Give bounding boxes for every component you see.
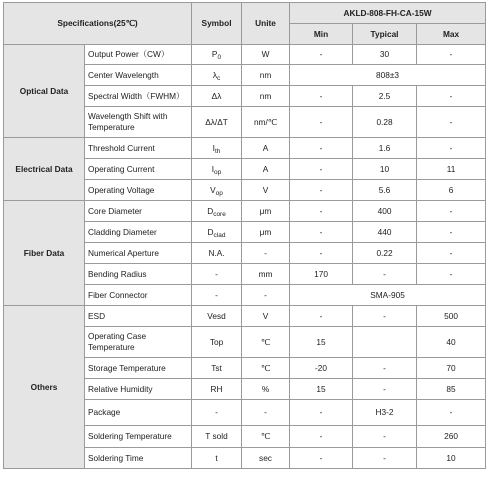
symbol-cell xyxy=(192,222,242,243)
symbol-subscript: th xyxy=(214,147,221,155)
symbol-cell xyxy=(192,306,242,327)
value-typical: 400 xyxy=(353,201,417,222)
category-label: Others xyxy=(4,306,85,469)
symbol-main: Tst xyxy=(211,362,222,373)
param-name: Output Power（CW） xyxy=(85,45,192,65)
param-name: Wavelength Shift with Temperature xyxy=(85,107,192,138)
value-min: - xyxy=(290,306,353,327)
value-max: - xyxy=(417,201,486,222)
unit-cell: - xyxy=(242,243,290,264)
header-model: AKLD-808-FH-CA-15W xyxy=(290,3,486,24)
param-name: Operating Voltage xyxy=(85,180,192,201)
unit-cell: ℃ xyxy=(242,327,290,358)
unit-cell: V xyxy=(242,306,290,327)
symbol-cell xyxy=(192,448,242,469)
symbol-subscript: op xyxy=(214,168,222,176)
param-name: Bending Radius xyxy=(85,264,192,285)
param-name: Threshold Current xyxy=(85,138,192,159)
unit-cell: nm/℃ xyxy=(242,107,290,138)
value-max: - xyxy=(417,86,486,107)
symbol-main: Vesd xyxy=(207,310,226,321)
symbol-subscript: c xyxy=(216,74,221,82)
unit-cell: ℃ xyxy=(242,426,290,448)
param-name: Soldering Time xyxy=(85,448,192,469)
value-span: 808±3 xyxy=(290,65,486,86)
symbol-cell xyxy=(192,201,242,222)
value-typical: - xyxy=(353,264,417,285)
symbol-cell xyxy=(192,159,242,180)
unit-cell: - xyxy=(242,285,290,306)
category-label: Optical Data xyxy=(4,45,85,138)
symbol-cell xyxy=(192,400,242,426)
value-min: - xyxy=(290,222,353,243)
unit-cell: A xyxy=(242,138,290,159)
unit-cell: mm xyxy=(242,264,290,285)
symbol-cell xyxy=(192,327,242,358)
symbol-cell xyxy=(192,379,242,400)
table-row xyxy=(4,201,486,222)
table-row xyxy=(4,138,486,159)
value-typical: H3-2 xyxy=(353,400,417,426)
value-min: - xyxy=(290,448,353,469)
value-min: - xyxy=(290,138,353,159)
param-name: Cladding Diameter xyxy=(85,222,192,243)
value-max: - xyxy=(417,138,486,159)
symbol-main: RH xyxy=(210,383,223,394)
symbol-cell xyxy=(192,243,242,264)
table-row xyxy=(4,306,486,327)
unit-cell: μm xyxy=(242,201,290,222)
symbol-subscript: core xyxy=(213,210,226,218)
unit-cell: nm xyxy=(242,86,290,107)
symbol-main: T sold xyxy=(205,431,228,441)
symbol-cell xyxy=(192,426,242,448)
header-max: Max xyxy=(417,24,486,45)
unit-cell: μm xyxy=(242,222,290,243)
param-name: Fiber Connector xyxy=(85,285,192,306)
value-typical: 10 xyxy=(353,159,417,180)
symbol-cell xyxy=(192,285,242,306)
value-max: 70 xyxy=(417,358,486,379)
symbol-cell xyxy=(192,180,242,201)
unit-cell: W xyxy=(242,45,290,65)
symbol-cell xyxy=(192,358,242,379)
value-min: - xyxy=(290,107,353,138)
param-name: Relative Humidity xyxy=(85,379,192,400)
value-max: 500 xyxy=(417,306,486,327)
value-typical: 440 xyxy=(353,222,417,243)
symbol-main: - xyxy=(215,289,218,300)
symbol-cell xyxy=(192,107,242,138)
symbol-main: Top xyxy=(209,336,224,347)
param-name: Spectral Width（FWHM） xyxy=(85,86,192,107)
param-name: Numerical Aperture xyxy=(85,243,192,264)
symbol-subscript: clad xyxy=(213,231,226,239)
header-symbol: Symbol xyxy=(192,3,242,45)
param-name: ESD xyxy=(85,306,192,327)
value-typical: - xyxy=(353,306,417,327)
param-name: Operating Current xyxy=(85,159,192,180)
category-label: Fiber Data xyxy=(4,201,85,306)
header-min: Min xyxy=(290,24,353,45)
value-typical: 0.22 xyxy=(353,243,417,264)
symbol-subscript: op xyxy=(215,189,223,197)
param-name: Storage Temperature xyxy=(85,358,192,379)
value-typical: 5.6 xyxy=(353,180,417,201)
symbol-subscript: 0 xyxy=(217,54,222,61)
symbol-cell xyxy=(192,65,242,86)
value-typical: 0.28 xyxy=(353,107,417,138)
value-min: - xyxy=(290,180,353,201)
category-label: Electrical Data xyxy=(4,138,85,201)
value-max: - xyxy=(417,264,486,285)
value-max: - xyxy=(417,400,486,426)
param-name: Soldering Temperature xyxy=(85,426,192,448)
value-max: - xyxy=(417,45,486,65)
table-row xyxy=(4,45,486,65)
symbol-main: N.A. xyxy=(208,247,225,258)
value-typical: - xyxy=(353,379,417,400)
unit-cell: nm xyxy=(242,65,290,86)
value-span: SMA-905 xyxy=(290,285,486,306)
header-typical: Typical xyxy=(353,24,417,45)
value-typical: 30 xyxy=(353,45,417,65)
symbol-main: Δλ xyxy=(211,90,222,101)
value-min: 15 xyxy=(290,327,353,358)
value-max: 85 xyxy=(417,379,486,400)
symbol-main: D xyxy=(207,226,214,237)
spec-body xyxy=(4,45,486,469)
symbol-main: - xyxy=(215,407,218,417)
value-typical: 2.5 xyxy=(353,86,417,107)
unit-cell: A xyxy=(242,159,290,180)
symbol-main: P xyxy=(211,49,218,59)
spec-table xyxy=(3,2,486,469)
symbol-cell xyxy=(192,138,242,159)
param-name: Package xyxy=(85,400,192,426)
symbol-main: Δλ/ΔT xyxy=(205,116,228,127)
value-min: 15 xyxy=(290,379,353,400)
value-max: - xyxy=(417,107,486,138)
symbol-cell xyxy=(192,45,242,65)
value-min: - xyxy=(290,400,353,426)
value-max: - xyxy=(417,222,486,243)
value-max: 40 xyxy=(417,327,486,358)
value-typical: - xyxy=(353,448,417,469)
symbol-main: V xyxy=(210,184,216,195)
value-max: 6 xyxy=(417,180,486,201)
value-max: 11 xyxy=(417,159,486,180)
param-name: Operating Case Temperature xyxy=(85,327,192,358)
unit-cell: sec xyxy=(242,448,290,469)
value-min: - xyxy=(290,45,353,65)
value-typical xyxy=(353,327,417,358)
symbol-cell xyxy=(192,86,242,107)
unit-cell: % xyxy=(242,379,290,400)
symbol-main: λ xyxy=(212,69,217,80)
param-name: Core Diameter xyxy=(85,201,192,222)
symbol-main: I xyxy=(212,142,215,153)
value-min: - xyxy=(290,201,353,222)
unit-cell: - xyxy=(242,400,290,426)
symbol-main: t xyxy=(215,452,218,463)
value-typical: 1.6 xyxy=(353,138,417,159)
symbol-cell xyxy=(192,264,242,285)
unit-cell: ℃ xyxy=(242,358,290,379)
value-typical: - xyxy=(353,426,417,448)
value-min: - xyxy=(290,243,353,264)
header-specifications: Specifications(25℃) xyxy=(4,3,192,45)
unit-cell: V xyxy=(242,180,290,201)
value-max: - xyxy=(417,243,486,264)
header-unite: Unite xyxy=(242,3,290,45)
value-min: 170 xyxy=(290,264,353,285)
value-max: 260 xyxy=(417,426,486,448)
symbol-main: - xyxy=(215,268,218,279)
value-typical: - xyxy=(353,358,417,379)
symbol-main: I xyxy=(211,163,215,174)
param-name: Center Wavelength xyxy=(85,65,192,86)
value-min: -20 xyxy=(290,358,353,379)
value-max: 10 xyxy=(417,448,486,469)
symbol-main: D xyxy=(207,205,214,216)
value-min: - xyxy=(290,159,353,180)
value-min: - xyxy=(290,426,353,448)
value-min: - xyxy=(290,86,353,107)
